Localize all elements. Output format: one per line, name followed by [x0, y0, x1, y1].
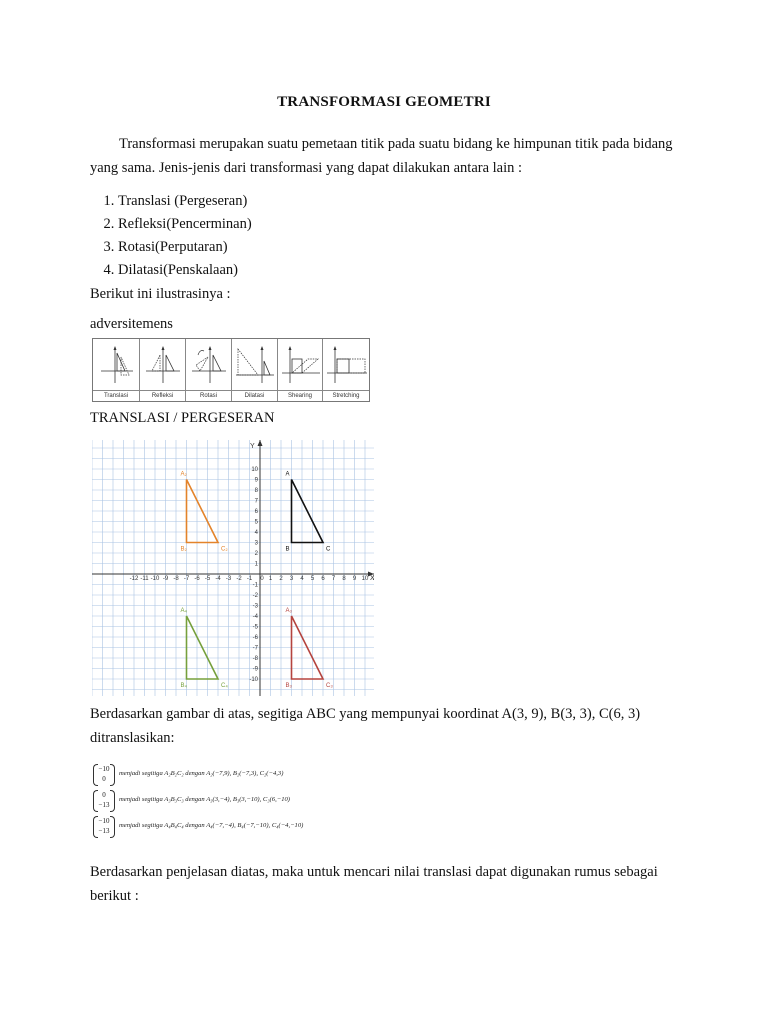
list-item: 3. Rotasi(Perputaran): [118, 236, 252, 259]
vertex-label: B₂: [180, 546, 187, 553]
x-tick-label: 3: [289, 576, 294, 582]
explanation-paragraph-1: Berdasarkan gambar di atas, segitiga ABC yang mempunyai koordinat A(3, 9), B(3, 3), C(6, 3) ditranslasikan:: [90, 706, 641, 746]
vertex-label: A: [285, 471, 290, 478]
x-tick-label: -5: [204, 576, 211, 582]
y-axis-label: Y: [250, 443, 255, 450]
coordinate-plane: [92, 440, 374, 696]
x-tick-label: -8: [173, 576, 179, 582]
vertex-label: B₃: [285, 683, 292, 689]
illustration-refleksi: [140, 339, 186, 401]
x-tick-label: 2: [279, 576, 283, 582]
x-tick-label: 9: [352, 576, 357, 582]
ad-text: adversitemens: [90, 316, 173, 332]
formula-row: [92, 790, 392, 816]
list-item: 4. Dilatasi(Penskalaan): [118, 259, 252, 282]
x-tick-label: 10: [361, 576, 369, 582]
vector-bottom: −13: [98, 827, 110, 835]
page-title: TRANSFORMASI GEOMETRI: [277, 94, 491, 110]
illustration-caption: Berikut ini ilustrasinya :: [90, 286, 231, 302]
y-tick-label: -1: [252, 582, 258, 589]
y-tick-label: -5: [252, 624, 258, 631]
x-tick-label: -9: [162, 576, 169, 582]
transformation-types-list: [90, 190, 252, 282]
x-tick-label: 7: [331, 576, 336, 582]
y-tick-label: 10: [251, 467, 258, 473]
illustration-label: Refleksi: [140, 390, 185, 401]
x-tick-label: -1: [246, 576, 253, 582]
vertex-label: C₄: [221, 683, 228, 689]
vertex-label: A₂: [180, 471, 187, 478]
x-tick-label: 8: [342, 576, 346, 582]
x-tick-label: -7: [183, 576, 190, 582]
vector-top: 0: [102, 791, 106, 799]
y-tick-label: -9: [252, 666, 258, 673]
translation-formulas: [92, 764, 392, 842]
illustration-stretching: [323, 339, 369, 401]
y-tick-label: 2: [254, 551, 258, 557]
translation-vector: [92, 790, 114, 812]
formula-row: [92, 764, 392, 790]
x-tick-label: 1: [268, 576, 273, 582]
x-tick-label: -2: [236, 576, 242, 582]
illustration-label: Stretching: [323, 390, 369, 401]
illustration-rotasi: [186, 339, 232, 401]
y-tick-label: 5: [254, 519, 258, 526]
x-tick-label: -4: [215, 576, 221, 582]
list-item: 1. Translasi (Pergeseran): [118, 190, 252, 213]
vertex-label: C₂: [221, 546, 228, 553]
translation-graph: [92, 440, 374, 696]
y-tick-label: 7: [254, 498, 258, 505]
illustration-label: Translasi: [93, 390, 139, 401]
explanation-paragraph-2: Berdasarkan penjelasan diatas, maka untuk mencari nilai translasi dapat digunakan rumus sebagai berikut :: [90, 864, 658, 904]
x-tick-label: [372, 576, 374, 582]
illustration-label: Shearing: [278, 390, 322, 401]
vertex-label: A₃: [285, 608, 292, 614]
vector-top: −10: [98, 765, 110, 773]
list-item: 2. Refleksi(Pencerminan): [118, 213, 252, 236]
vector-bottom: 0: [102, 775, 106, 783]
y-tick-label: 1: [254, 561, 258, 568]
section-heading: TRANSLASI / PERGESERAN: [90, 410, 275, 426]
formula-row: [92, 816, 392, 842]
y-tick-label: -3: [252, 603, 258, 610]
x-axis-label: X: [370, 575, 374, 582]
illustration-shearing: [278, 339, 323, 401]
y-tick-label: -4: [252, 614, 258, 620]
y-tick-label: -7: [252, 645, 258, 652]
x-tick-label: -10: [150, 576, 160, 582]
formula-text: menjadi segitiga A₄B₄C₄ dengan A₄(−7,−4), B₄(−7,−10), C₄(−4,−10): [119, 822, 304, 829]
x-tick-label: -11: [140, 576, 149, 582]
y-tick-label: -2: [252, 593, 258, 599]
transformation-illustration: [92, 338, 370, 402]
vertex-label: A₄: [180, 608, 187, 614]
illustration-label: Rotasi: [186, 390, 231, 401]
y-tick-label: -6: [252, 635, 258, 641]
illustration-dilatasi: [232, 339, 278, 401]
y-tick-label: 9: [254, 477, 258, 484]
vector-top: −10: [98, 817, 110, 825]
translation-vector: [92, 764, 114, 786]
illustration-label: Dilatasi: [232, 390, 277, 401]
formula-text: menjadi segitiga A₃B₃C₃ dengan A₃(3,−4), B₃(3,−10), C₃(6,−10): [119, 796, 290, 803]
y-tick-label: 6: [254, 509, 258, 515]
y-tick-label: 8: [254, 488, 258, 494]
vertex-label: C: [326, 546, 331, 553]
intro-paragraph: Transformasi merupakan suatu pemetaan titik pada suatu bidang ke himpunan titik pada bidang yang sama. Jenis-jenis dari transformasi yang dapat dilakukan antara lain :: [90, 136, 673, 176]
y-tick-label: 3: [254, 540, 258, 547]
x-tick-label: -6: [194, 576, 200, 582]
translation-vector: [92, 816, 114, 838]
vertex-label: B₄: [180, 683, 187, 689]
y-tick-label: -10: [249, 677, 258, 683]
x-tick-label: 6: [321, 576, 325, 582]
vertex-label: C₃: [326, 683, 333, 689]
y-tick-label: -8: [252, 656, 258, 662]
x-tick-label: 0: [260, 576, 264, 582]
illustration-translasi: [93, 339, 140, 401]
x-tick-label: 5: [310, 576, 315, 582]
y-tick-label: 4: [254, 530, 258, 536]
x-tick-label: -12: [129, 576, 139, 582]
x-tick-label: -3: [225, 576, 232, 582]
vertex-label: B: [285, 546, 290, 553]
x-tick-label: 4: [300, 576, 304, 582]
formula-text: menjadi segitiga A₂B₂C₂ dengan A₂(−7,9), B₂(−7,3), C₂(−4,3): [119, 770, 284, 777]
vector-bottom: −13: [98, 801, 110, 809]
